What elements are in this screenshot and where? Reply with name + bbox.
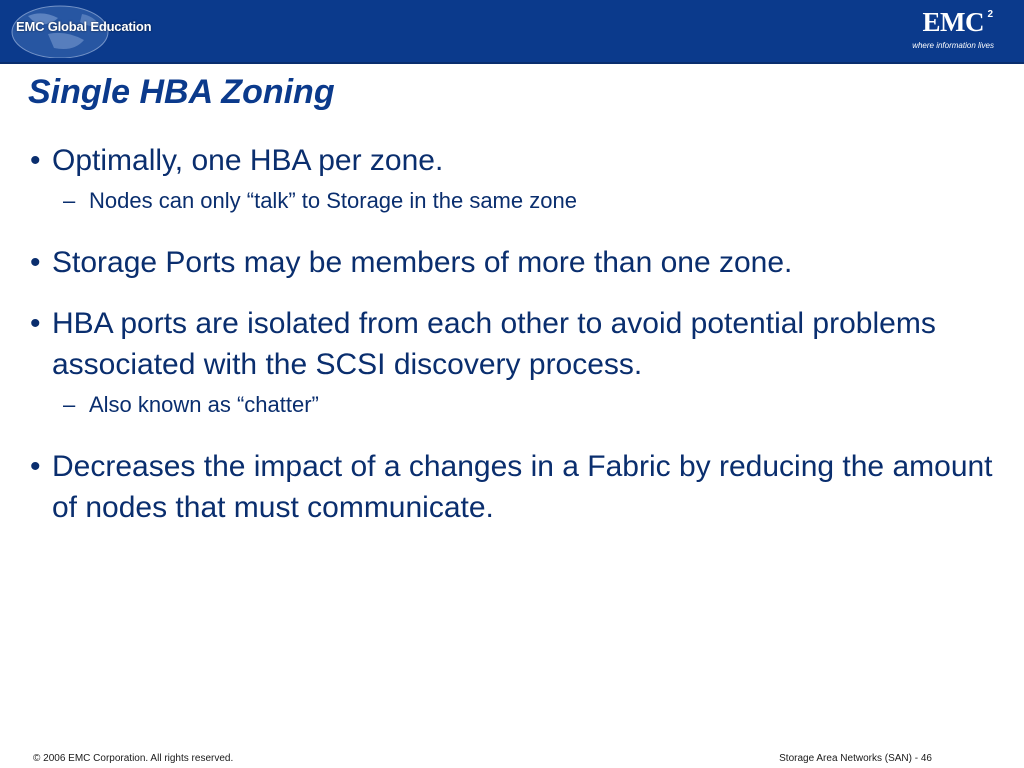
- bullet-item: [30, 446, 1000, 528]
- footer-course: Storage Area Networks (SAN): [779, 753, 912, 764]
- bullet-text: Storage Ports may be members of more than one zone.: [52, 246, 793, 279]
- footer-copyright: © 2006 EMC Corporation. All rights reserved.: [33, 753, 234, 764]
- slide-title: Single HBA Zoning: [28, 73, 335, 111]
- emc-global-education-logo: [8, 4, 152, 58]
- sub-bullet-dash: –: [63, 392, 76, 417]
- bullet-text: HBA ports are isolated from each other to avoid potential problems associated with the SCSI discovery process.: [52, 307, 936, 381]
- education-logo-text: EMC Global Education: [16, 19, 152, 34]
- header-bar: [0, 0, 1024, 64]
- sub-bullet-item: [30, 391, 1000, 419]
- brand-superscript: 2: [987, 9, 993, 20]
- bullet-dot: •: [30, 450, 41, 483]
- bullet-text: Optimally, one HBA per zone.: [52, 144, 444, 177]
- bullet-item: [30, 303, 1000, 385]
- sub-bullet-dash: –: [63, 188, 76, 213]
- bullet-item: [30, 140, 1000, 181]
- bullet-text: Decreases the impact of a changes in a Fabric by reducing the amount of nodes that must communicate.: [52, 450, 993, 524]
- brand-tagline: where information lives: [912, 41, 994, 50]
- footer-separator: -: [914, 753, 919, 764]
- brand-name: EMC: [922, 7, 984, 37]
- bullet-dot: •: [30, 144, 41, 177]
- bullet-dot: •: [30, 307, 41, 340]
- emc-brand-logo: [884, 9, 994, 53]
- bullet-item: [30, 242, 1000, 283]
- sub-bullet-text: Also known as “chatter”: [89, 392, 319, 417]
- footer-course-page: [779, 753, 932, 764]
- bullet-dot: •: [30, 246, 41, 279]
- sub-bullet-item: [30, 187, 1000, 215]
- slide-content: [30, 140, 1000, 548]
- sub-bullet-text: Nodes can only “talk” to Storage in the same zone: [89, 188, 577, 213]
- footer-page-number: 46: [920, 753, 932, 764]
